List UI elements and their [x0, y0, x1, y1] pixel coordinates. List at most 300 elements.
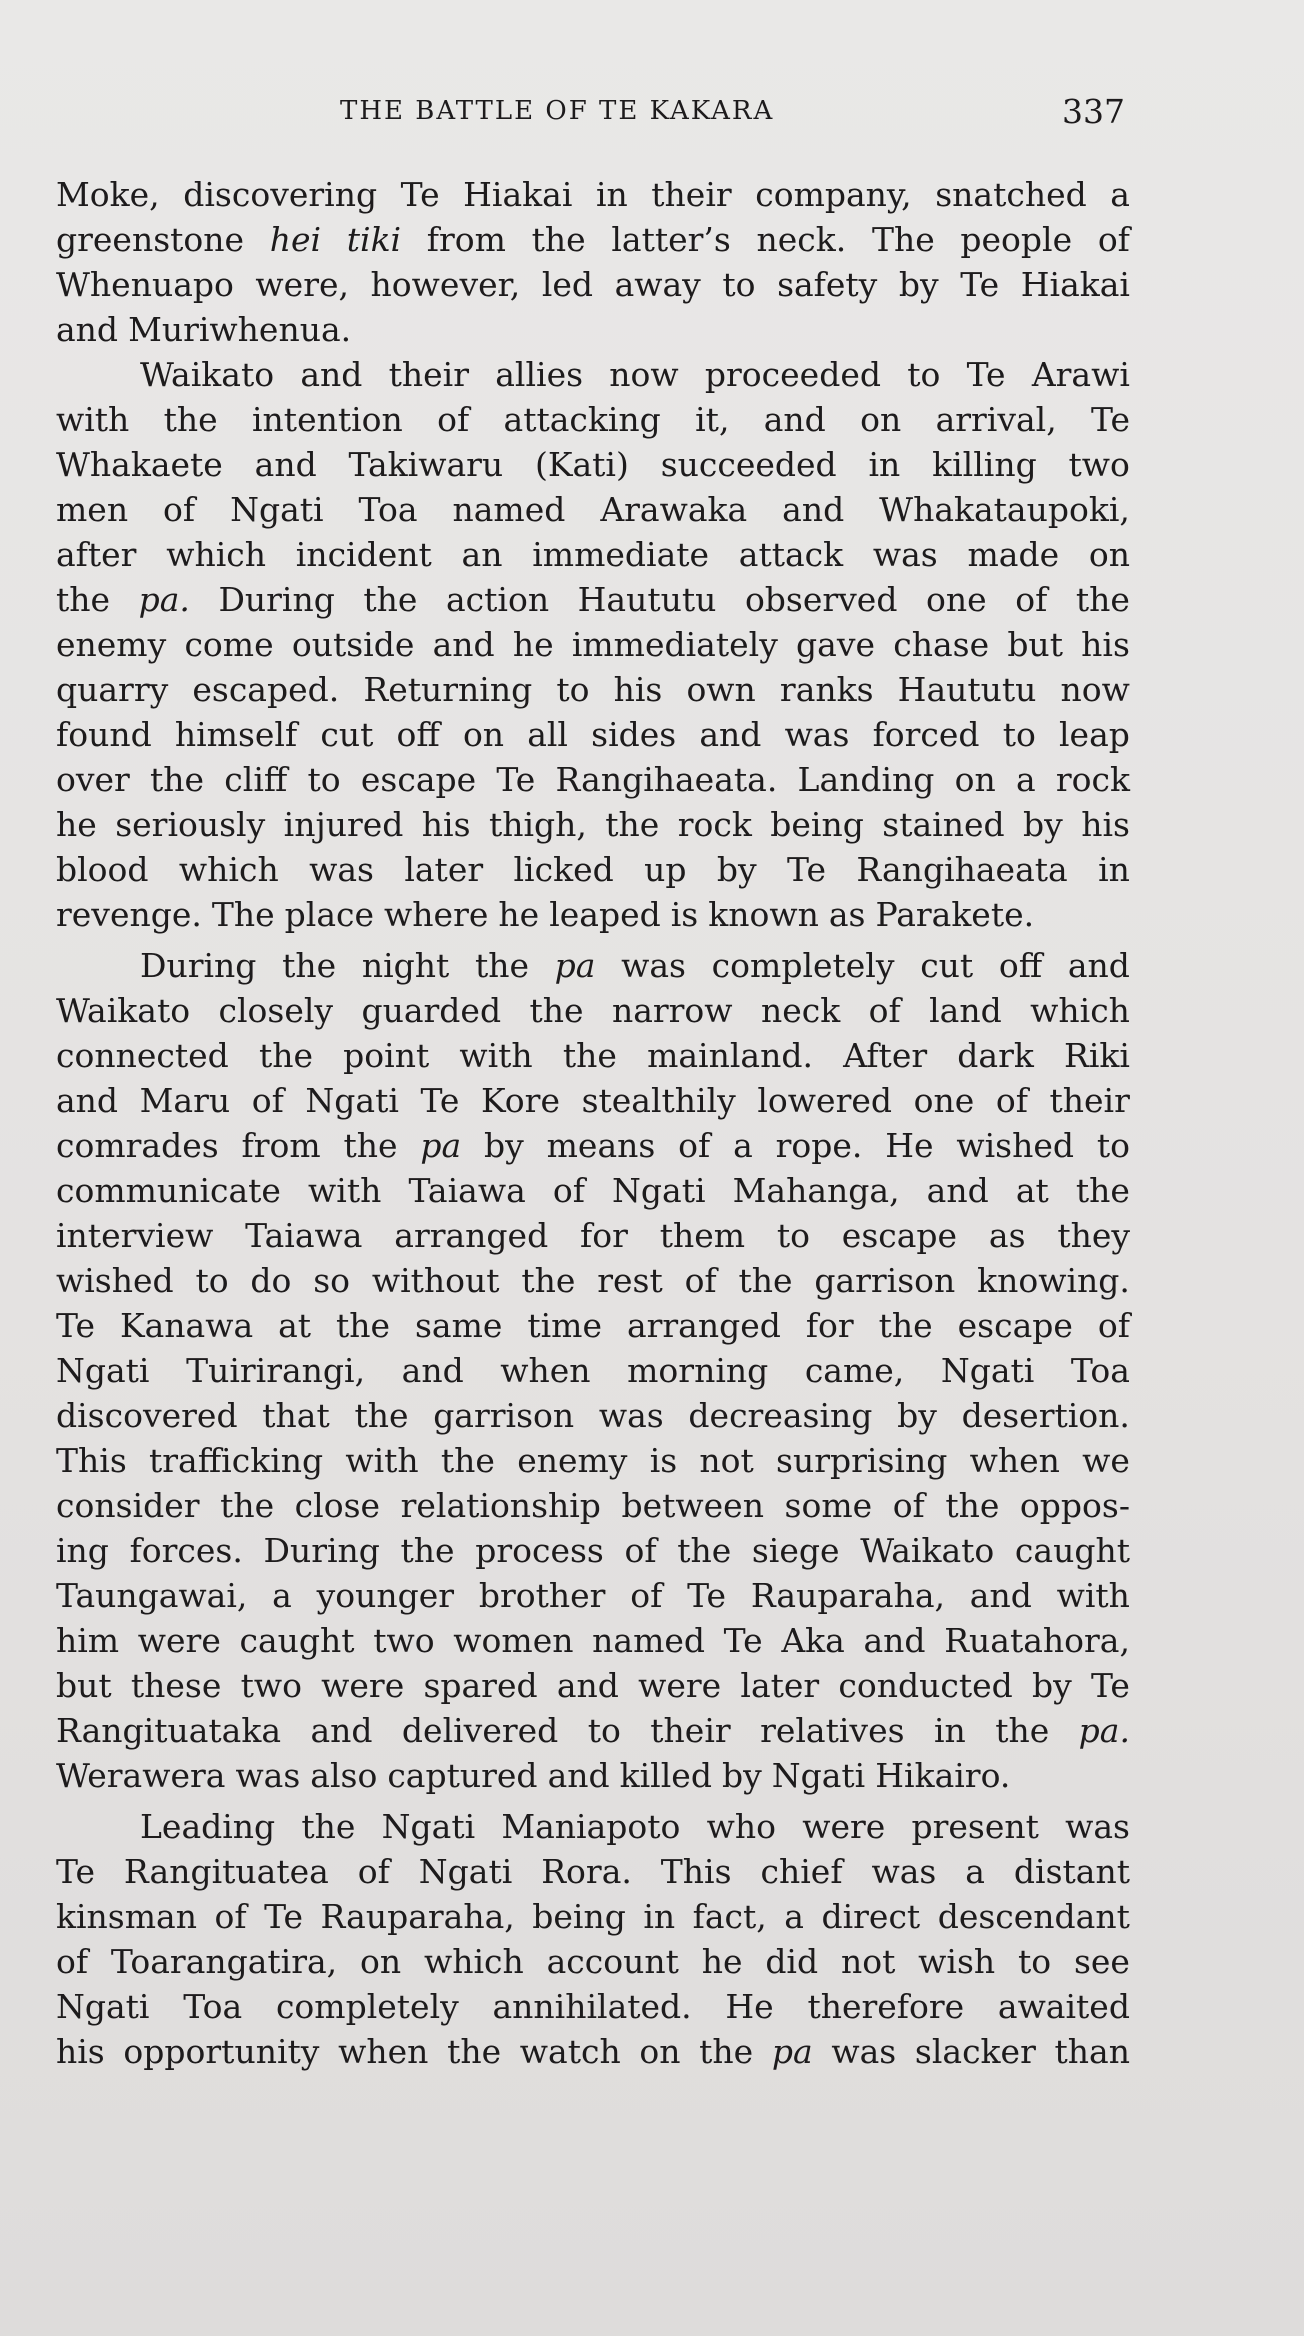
word: Riki	[1064, 1036, 1130, 1075]
word: therefore	[807, 1987, 965, 2026]
word: stained	[882, 805, 1005, 844]
word: the	[56, 580, 111, 619]
word: for	[580, 1216, 628, 1255]
word: wished	[956, 1126, 1074, 1165]
word: lowered	[757, 1081, 893, 1120]
word: Waikato	[860, 1531, 995, 1570]
word: at	[1015, 1171, 1049, 1210]
text-line	[56, 1894, 1130, 1939]
word: the	[878, 1306, 933, 1345]
word: discovering	[183, 175, 378, 214]
word: surprising	[776, 1441, 948, 1480]
text-line	[56, 2029, 1130, 2074]
word: and	[254, 445, 317, 484]
word: which	[423, 1942, 524, 1981]
word: arrival,	[935, 400, 1057, 439]
word: Rangituataka	[56, 1711, 282, 1750]
word: pa.	[1078, 1711, 1130, 1750]
word: in	[1098, 850, 1130, 889]
word: caught	[1014, 1531, 1130, 1570]
text-line	[56, 1483, 1130, 1528]
word: we	[1082, 1441, 1130, 1480]
word: on	[860, 400, 902, 439]
word: Whakataupoki,	[879, 490, 1130, 529]
word: Rangihaeata	[856, 850, 1068, 889]
word: intention	[252, 400, 403, 439]
word: the	[1075, 580, 1130, 619]
word: the	[995, 1711, 1050, 1750]
word: cut	[920, 946, 974, 985]
word: Ngati	[56, 1351, 150, 1390]
word: two	[373, 1621, 435, 1660]
word: not	[840, 1942, 896, 1981]
word: morning	[627, 1351, 769, 1390]
word: Kore	[481, 1081, 560, 1120]
word: Ngati	[418, 1852, 513, 1891]
word: descendant	[937, 1897, 1130, 1936]
word: and	[310, 1711, 373, 1750]
word: which	[178, 850, 279, 889]
word: stealthily	[581, 1081, 736, 1120]
word: fact,	[692, 1897, 767, 1936]
word: when	[338, 2032, 429, 2071]
word: by	[898, 265, 939, 304]
word: the	[258, 1036, 313, 1075]
word: without	[371, 1261, 500, 1300]
word: rock	[677, 805, 752, 844]
word: annihilated.	[492, 1987, 692, 2026]
word: Rauparaha,	[320, 1897, 515, 1936]
word: made	[967, 535, 1060, 574]
word: connected	[56, 1036, 229, 1075]
word: Moke,	[56, 175, 160, 214]
word: Ngati	[771, 1756, 866, 1795]
word: the	[150, 760, 205, 799]
text-line	[56, 943, 1130, 988]
word: to	[907, 355, 941, 394]
word: the	[220, 1486, 275, 1525]
text-line	[56, 712, 1130, 757]
word: and	[556, 1666, 619, 1705]
word: hei	[269, 220, 322, 259]
text-line	[56, 1213, 1130, 1258]
word: sides	[591, 715, 677, 754]
word: ing	[56, 1531, 109, 1570]
text-line	[56, 622, 1130, 667]
word: Ngati	[381, 1807, 476, 1846]
text-line	[56, 1258, 1130, 1303]
word: He	[725, 1987, 774, 2026]
word: Taiawa	[245, 1216, 363, 1255]
text-line	[56, 442, 1130, 487]
word: with	[459, 1036, 533, 1075]
word: is	[670, 895, 699, 934]
word: wish	[918, 1942, 996, 1981]
word: chief	[760, 1852, 843, 1891]
word: in	[643, 1897, 676, 1936]
word: their	[650, 1711, 731, 1750]
text-line	[56, 1753, 1130, 1798]
word: a	[1015, 760, 1036, 799]
word: land	[929, 991, 1002, 1030]
word: enemy	[517, 1441, 628, 1480]
word: the	[677, 1531, 732, 1570]
word: wished	[56, 1261, 174, 1300]
word: the	[605, 805, 660, 844]
word: a	[965, 1852, 985, 1891]
word: time	[527, 1306, 602, 1345]
text-line	[56, 1708, 1130, 1753]
word: Te	[966, 355, 1006, 394]
word: proceeded	[704, 355, 881, 394]
word: of	[163, 490, 196, 529]
word: not	[699, 1441, 754, 1480]
word: guarded	[361, 991, 502, 1030]
word: come	[184, 625, 274, 664]
word: (Kati)	[534, 445, 629, 484]
word: was	[872, 535, 938, 574]
word: that	[262, 1396, 330, 1435]
word: the	[400, 1531, 455, 1570]
word: allies	[495, 355, 584, 394]
word: leaped	[549, 895, 661, 934]
word: pa	[420, 1126, 462, 1165]
word: to	[1018, 1942, 1052, 1981]
word: garrison	[814, 1261, 956, 1300]
word: Maru	[139, 1081, 231, 1120]
word: direct	[821, 1897, 921, 1936]
word: and	[432, 625, 495, 664]
word: Te	[1090, 1666, 1130, 1705]
word: after	[56, 535, 137, 574]
word: between	[621, 1486, 764, 1525]
word: of	[437, 400, 470, 439]
text-line	[56, 1168, 1130, 1213]
word: a	[272, 1576, 292, 1615]
word: awaited	[997, 1987, 1130, 2026]
word: two	[240, 1666, 302, 1705]
word: Toa	[183, 1987, 243, 2026]
word: narrow	[611, 991, 733, 1030]
word: means	[546, 1126, 656, 1165]
word: discovered	[56, 1396, 238, 1435]
word: their	[651, 175, 732, 214]
word: his	[1081, 805, 1130, 844]
word: himself	[174, 715, 298, 754]
word: the	[699, 2032, 754, 2071]
word: he	[56, 805, 97, 844]
word: who	[706, 1807, 776, 1846]
word: of	[1097, 1306, 1130, 1345]
word: the	[447, 2032, 502, 2071]
word: Hiakai	[1020, 265, 1130, 304]
word: Toa	[1070, 1351, 1130, 1390]
word: This	[56, 1441, 127, 1480]
word: decreasing	[688, 1396, 873, 1435]
word: completely	[711, 946, 895, 985]
word: During	[263, 1531, 380, 1570]
word: Te	[400, 175, 440, 214]
word: Rangituatea	[123, 1852, 329, 1891]
word: incident	[295, 535, 432, 574]
word: Te	[687, 1576, 727, 1615]
word: outside	[291, 625, 415, 664]
word: the	[354, 1396, 409, 1435]
word: Takiwaru	[348, 445, 504, 484]
word: the	[363, 580, 418, 619]
word: on	[639, 2032, 681, 2071]
word: Haututu	[577, 580, 717, 619]
running-head	[0, 92, 1304, 132]
word: immediate	[532, 535, 710, 574]
text-line	[56, 757, 1130, 802]
word: were	[638, 1666, 722, 1705]
word: he	[701, 1942, 743, 1981]
word: which	[1030, 991, 1130, 1030]
word: which	[166, 535, 267, 574]
word: company,	[755, 175, 912, 214]
word: greenstone	[56, 220, 245, 259]
word: later	[740, 1666, 820, 1705]
word: Ngati	[230, 490, 324, 529]
word: an	[461, 535, 503, 574]
text-line	[56, 1033, 1130, 1078]
word: of	[214, 1897, 247, 1936]
word: Ngati	[56, 1987, 150, 2026]
word: it,	[695, 400, 730, 439]
word: did	[765, 1942, 819, 1981]
word: Te	[56, 1852, 95, 1891]
word: and	[401, 1351, 464, 1390]
word: being	[532, 1897, 626, 1936]
word: escape	[957, 1306, 1073, 1345]
word: rest	[597, 1261, 663, 1300]
word: men	[56, 490, 129, 529]
word: Returning	[363, 670, 533, 709]
body-text	[56, 172, 1130, 2074]
word: Leading	[140, 1807, 276, 1846]
word: After	[843, 1036, 928, 1075]
word: distant	[1013, 1852, 1130, 1891]
word: succeeded	[660, 445, 837, 484]
word: as	[828, 895, 866, 934]
word: the	[163, 400, 218, 439]
word: escape	[841, 1216, 958, 1255]
word: slacker	[914, 2032, 1036, 2071]
word: known	[708, 895, 819, 934]
word: was	[871, 1852, 937, 1891]
word: to	[1096, 1126, 1130, 1165]
text-line	[56, 577, 1130, 622]
word: the	[1075, 1171, 1130, 1210]
word: Whenuapo	[56, 265, 234, 304]
word: observed	[744, 580, 898, 619]
word: and	[863, 1621, 926, 1660]
word: his	[56, 2032, 105, 2071]
word: of	[868, 991, 901, 1030]
word: but	[1007, 625, 1063, 664]
word: when	[500, 1351, 591, 1390]
word: and	[926, 1171, 989, 1210]
word: being	[770, 805, 864, 844]
word: his	[613, 670, 663, 709]
word: all	[527, 715, 568, 754]
word: younger	[316, 1576, 455, 1615]
word: place	[284, 895, 375, 934]
word: conducted	[838, 1666, 1013, 1705]
word: in	[868, 445, 901, 484]
text-line	[56, 487, 1130, 532]
word: their	[388, 355, 469, 394]
word: to	[776, 1216, 810, 1255]
word: of	[251, 1081, 284, 1120]
word: were	[137, 1621, 221, 1660]
word: siege	[751, 1531, 840, 1570]
word: completely	[275, 1987, 459, 2026]
word: Kanawa	[119, 1306, 254, 1345]
word: with	[308, 1171, 382, 1210]
word: a	[784, 1897, 804, 1936]
word: named	[592, 1621, 706, 1660]
word: closely	[218, 991, 334, 1030]
text-line	[56, 1573, 1130, 1618]
word: leap	[1058, 715, 1130, 754]
word: Arawi	[1031, 355, 1130, 394]
word: of	[995, 1081, 1028, 1120]
word: was	[831, 2032, 897, 2071]
word: by	[1023, 805, 1063, 844]
word: away	[614, 265, 701, 304]
word: Werawera	[56, 1756, 226, 1795]
word: arranged	[626, 1306, 781, 1345]
text-line	[56, 1618, 1130, 1663]
word: however,	[370, 265, 521, 304]
word: do	[250, 1261, 292, 1300]
word: Landing	[797, 760, 935, 799]
word: of	[56, 1942, 89, 1981]
word: of	[684, 1261, 717, 1300]
word: these	[130, 1666, 222, 1705]
word: Rangihaeata.	[555, 760, 778, 799]
word: rock	[1055, 760, 1130, 799]
word: from	[241, 1126, 321, 1165]
word: the	[562, 1036, 617, 1075]
word: people	[960, 220, 1073, 259]
word: some	[784, 1486, 873, 1525]
word: is	[649, 1441, 678, 1480]
word: killed	[619, 1756, 712, 1795]
word: with	[1056, 1576, 1130, 1615]
word: During	[140, 946, 257, 985]
word: Haututu	[897, 670, 1037, 709]
word: Tuirirangi,	[186, 1351, 366, 1390]
word: his	[1081, 625, 1130, 664]
word: Toa	[358, 490, 418, 529]
word: Hiakai	[463, 175, 573, 214]
word: the	[301, 1807, 356, 1846]
word: safety	[777, 265, 878, 304]
word: they	[1057, 1216, 1130, 1255]
word: consider	[56, 1486, 200, 1525]
word: his	[421, 805, 471, 844]
word: were	[321, 1666, 405, 1705]
word: the	[474, 946, 529, 985]
word: him	[56, 1621, 120, 1660]
word: a	[733, 1126, 753, 1165]
word: to	[556, 670, 590, 709]
text-line	[56, 802, 1130, 847]
word: the	[521, 1261, 576, 1300]
word: when	[969, 1441, 1060, 1480]
word: Aka	[781, 1621, 845, 1660]
word: account	[546, 1942, 679, 1981]
word: for	[805, 1306, 854, 1345]
word: the	[945, 1486, 1000, 1525]
word: neck.	[756, 220, 847, 259]
word: of	[1015, 580, 1048, 619]
word: injured	[283, 805, 404, 844]
word: killing	[932, 445, 1037, 484]
word: dark	[957, 1036, 1034, 1075]
word: trafficking	[149, 1441, 324, 1480]
word: was	[235, 1756, 301, 1795]
word: chase	[893, 625, 990, 664]
word: enemy	[56, 625, 167, 664]
word: he	[512, 625, 554, 664]
word: by	[1031, 1666, 1072, 1705]
word: of	[1097, 220, 1130, 259]
word: captured	[387, 1756, 538, 1795]
text-line	[56, 262, 1130, 307]
word: This	[660, 1852, 732, 1891]
word: The	[871, 220, 935, 259]
word: over	[56, 760, 130, 799]
text-line	[56, 1984, 1130, 2029]
word: arranged	[394, 1216, 549, 1255]
word: in	[595, 175, 628, 214]
text-line	[56, 847, 1130, 892]
word: the	[343, 1126, 398, 1165]
word: seriously	[115, 805, 266, 844]
word: cut	[320, 715, 374, 754]
word: on	[462, 715, 505, 754]
word: relatives	[760, 1711, 905, 1750]
word: comrades	[56, 1126, 219, 1165]
word: cliff	[224, 760, 288, 799]
word: immediately	[571, 625, 778, 664]
word: present	[911, 1807, 1039, 1846]
word: garrison	[433, 1396, 575, 1435]
word: than	[1054, 2032, 1130, 2071]
word: night	[361, 946, 450, 985]
word: on	[1088, 535, 1130, 574]
word: tiki	[346, 220, 402, 259]
word: and	[300, 355, 363, 394]
word: Maniapoto	[501, 1807, 681, 1846]
word: of	[892, 1486, 925, 1525]
word: latter’s	[611, 220, 731, 259]
text-line	[56, 1123, 1130, 1168]
word: and	[56, 310, 119, 349]
word: blood	[56, 850, 149, 889]
word: Taiawa	[408, 1171, 526, 1210]
word: pa.	[138, 580, 190, 619]
word: ranks	[779, 670, 874, 709]
word: and	[763, 400, 826, 439]
text-line	[56, 1393, 1130, 1438]
word: the	[531, 220, 586, 259]
word: at	[278, 1306, 312, 1345]
